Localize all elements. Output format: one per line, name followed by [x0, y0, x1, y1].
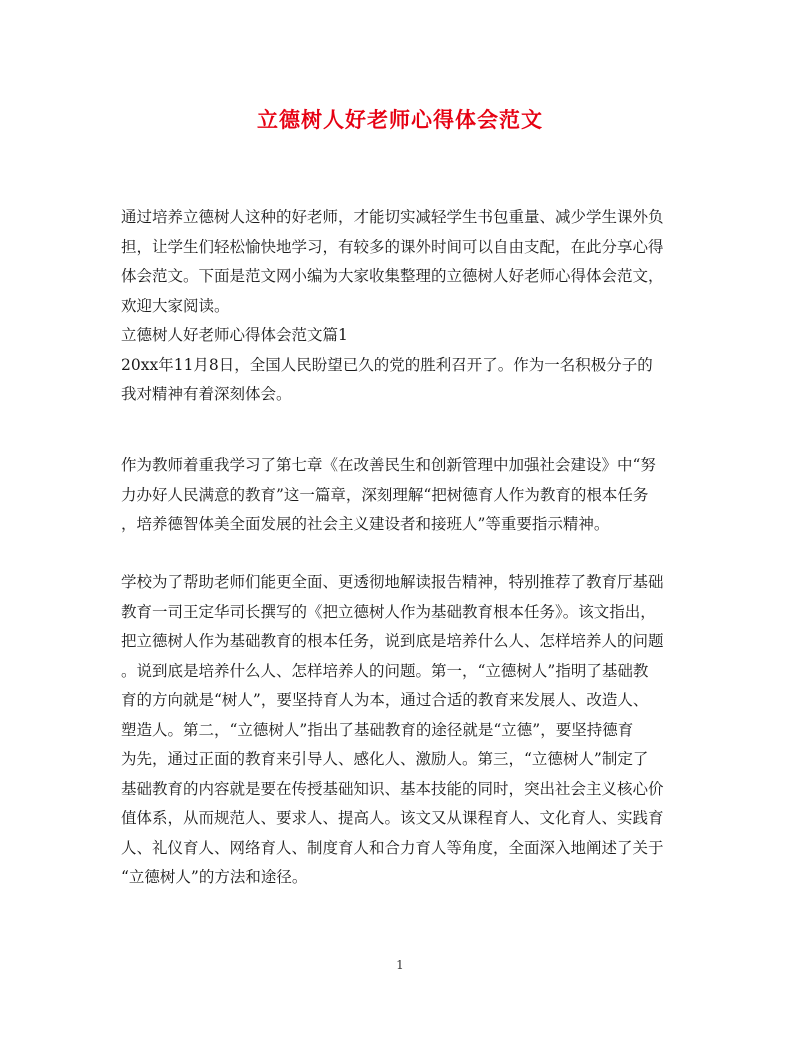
text-line: 为先，通过正面的教育来引导人、感化人、激励人。第三，“立德树人”制定了 — [121, 750, 649, 768]
text-line: 我对精神有着深刻体会。 — [121, 385, 292, 403]
text-line: 基础教育的内容就是要在传授基础知识、基本技能的同时，突出社会主义核心价 — [121, 779, 664, 798]
page-number: 1 — [396, 958, 404, 972]
text-line: 20xx年11月8日，全国人民盼望已久的党的胜利召开了。作为一名积极分子的 — [121, 355, 653, 374]
paragraph-2 — [121, 568, 685, 893]
document-title: 立德树人好老师心得体会范文 — [257, 107, 543, 132]
text-line: ，培养德智体美全面发展的社会主义建设者和接班人”等重要指示精神。 — [121, 515, 610, 533]
text-line: 通过培养立德树人这种的好老师，才能切实减轻学生书包重量、减少学生课外负 — [121, 208, 664, 226]
text-line: “立德树人”的方法和途径。 — [121, 868, 308, 886]
text-line: 育的方向就是“树人”，要坚持育人为本，通过合适的教育来发展人、改造人、 — [121, 691, 649, 709]
text-line: 把立德树人作为基础教育的根本任务，说到底是培养什么人、怎样培养人的问题 — [121, 632, 664, 650]
text-line: 力办好人民满意的教育”这一篇章，深刻理解“把树德育人作为教育的根本任务 — [121, 485, 649, 504]
section-heading: 立德树人好老师心得体会范文篇1 — [121, 326, 348, 344]
text-line: 塑造人。第二，“立德树人”指出了基础教育的途径就是“立德”，要坚持德育 — [121, 720, 634, 739]
text-line: 。说到底是培养什么人、怎样培养人的问题。第一，“立德树人”指明了基础教 — [121, 661, 649, 680]
text-line: 学校为了帮助老师们能更全面、更透彻地解读报告精神，特别推荐了教育厅基础 — [121, 573, 664, 591]
text-line: 体会范文。下面是范文网小编为大家收集整理的立德树人好老师心得体会范文， — [121, 267, 664, 285]
text-line: 人、礼仪育人、网络育人、制度育人和合力育人等角度，全面深入地阐述了关于 — [121, 838, 664, 857]
text-line: 欢迎大家阅读。 — [121, 296, 230, 315]
text-line: 教育一司王定华司长撰写的《把立德树人作为基础教育根本任务》。该文指出， — [121, 602, 656, 621]
text-line: 值体系，从而规范人、要求人、提高人。该文又从课程育人、文化育人、实践育 — [121, 809, 664, 827]
paragraph-1 — [121, 451, 685, 540]
text-line: 作为教师着重我学习了第七章《在改善民生和创新管理中加强社会建设》中“努 — [121, 456, 656, 474]
text-line: 担，让学生们轻松愉快地学习，有较多的课外时间可以自由支配，在此分享心得 — [121, 237, 664, 256]
intro-block — [121, 203, 685, 410]
